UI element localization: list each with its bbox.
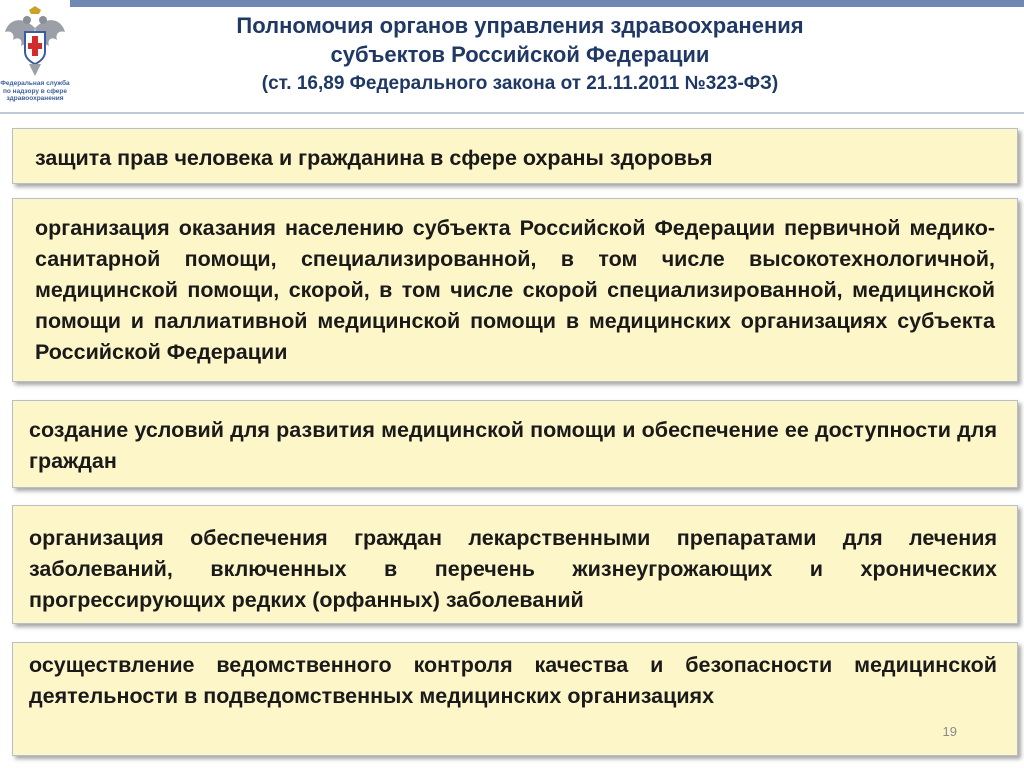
authority-item-text: защита прав человека и гражданина в сфере охраны здоровья xyxy=(35,146,713,170)
double-eagle-emblem-icon xyxy=(3,6,67,78)
title-line-2: субъектов Российской Федерации xyxy=(330,42,710,67)
slide-header xyxy=(0,0,1024,118)
logo-caption: Федеральная служба по надзору в сфере здравоохранения xyxy=(0,80,70,102)
authority-item-text: осуществление ведомственного контроля качества и безопасности медицинской деятельности в подведомственных медицинских организациях xyxy=(29,653,997,708)
agency-logo xyxy=(0,0,70,112)
page-title xyxy=(90,11,950,98)
header-accent-bar xyxy=(0,0,1024,7)
authority-item-text: организация обеспечения граждан лекарственными препаратами для лечения заболеваний, включенных в перечень жизнеугрожающих и хронических прогрессирующих редких (орфанных) заболеваний xyxy=(29,526,997,612)
authority-item-3 xyxy=(12,400,1018,488)
page-number: 19 xyxy=(942,724,957,739)
authority-item-1 xyxy=(12,128,1018,184)
authority-item-text: организация оказания населению субъекта Российской Федерации первичной медико-санитарной помощи, специализированной, в том числе высокотехнологичной, медицинской помощи, скорой, в том числе скорой специализированной, медицинской помощи и паллиативной медицинской помощи в медицинских организациях субъекта Российской Федерации xyxy=(35,216,995,364)
authority-item-5 xyxy=(12,642,1018,756)
authority-item-text: создание условий для развития медицинской помощи и обеспечение ее доступности для граждан xyxy=(29,418,997,473)
authority-item-4 xyxy=(12,505,1018,624)
header-divider xyxy=(0,112,1024,114)
authority-item-2 xyxy=(12,198,1018,382)
title-line-1: Полномочия органов управления здравоохранения xyxy=(236,13,804,38)
title-line-3: (ст. 16,89 Федерального закона от 21.11.2011 №323-ФЗ) xyxy=(261,73,779,94)
